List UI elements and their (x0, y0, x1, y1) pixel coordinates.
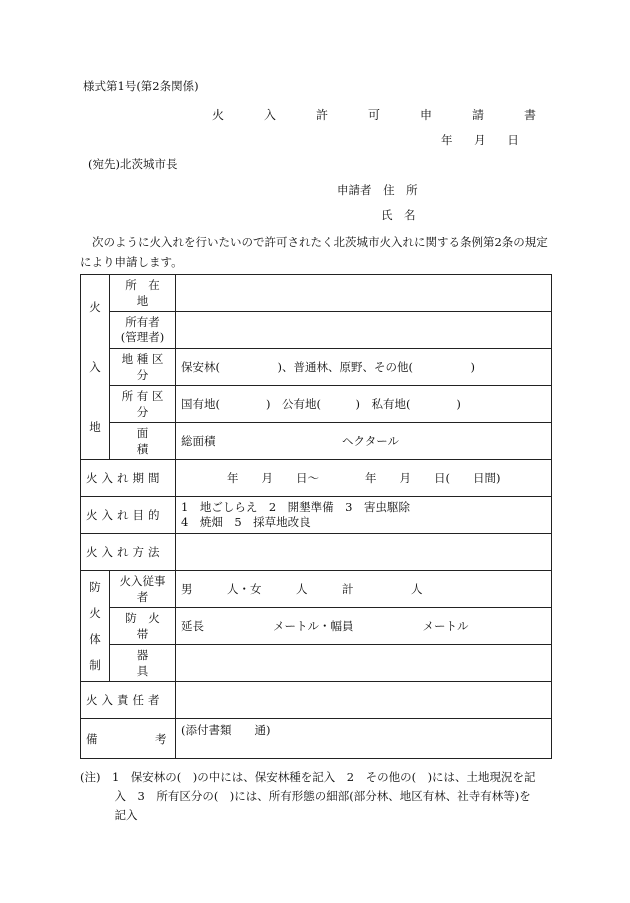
table-row (81, 682, 552, 719)
table-row (81, 571, 552, 608)
document-title: 火 入 許 可 申 請 書 (212, 108, 551, 122)
ownership-label: 所 有 区 分 (110, 386, 176, 423)
owner-value[interactable] (176, 312, 552, 349)
purpose-line: 1 地ごしらえ 2 開墾準備 3 害虫駆除 (181, 500, 410, 514)
table-row (81, 719, 552, 759)
method-label: 火入れ方法 (81, 534, 176, 571)
workers-label: 火入従事者 (110, 571, 176, 608)
table-row (81, 534, 552, 571)
table-row (81, 275, 552, 312)
note-line: (注) 1 保安林の( )の中には、保安林種を記入 2 その他の( )には、土地現況を記 (80, 770, 536, 784)
table-row (81, 460, 552, 497)
land-category-value[interactable]: 保安林( )、普通林、原野、その他( ) (176, 349, 552, 386)
land-group-cell (81, 275, 110, 460)
responsible-label: 火入責任者 (81, 682, 176, 719)
firebreak-label: 防 火 帯 (110, 608, 176, 645)
name-label: 氏 名 (381, 208, 416, 222)
notes (80, 768, 552, 825)
form-number: 様式第1号(第2条関係) (83, 79, 199, 93)
table-row (81, 312, 552, 349)
location-label: 所 在 地 (110, 275, 176, 312)
owner-label-line: (管理者) (120, 330, 165, 344)
applicant-label: 申請者 (337, 183, 372, 197)
application-table (80, 274, 552, 759)
responsible-value[interactable] (176, 682, 552, 719)
note-line: 記入 (80, 808, 138, 822)
date-year: 年 (441, 133, 453, 147)
table-row (81, 608, 552, 645)
period-label: 火入れ期間 (81, 460, 176, 497)
fire-group-char: 体 (89, 632, 101, 646)
ownership-value[interactable]: 国有地( ) 公有地( ) 私有地( ) (176, 386, 552, 423)
owner-label (110, 312, 176, 349)
date-day: 日 (507, 133, 519, 147)
purpose-value[interactable] (176, 497, 552, 534)
fire-group-char: 火 (89, 606, 101, 620)
table-row (81, 423, 552, 460)
workers-value[interactable]: 男 人・女 人 計 人 (176, 571, 552, 608)
tools-value[interactable] (176, 645, 552, 682)
table-row (81, 349, 552, 386)
fire-group-char: 防 (89, 580, 101, 594)
fire-group-char: 制 (89, 658, 101, 672)
remarks-value[interactable]: (添付書類 通) (176, 719, 552, 759)
land-group-char: 火 (89, 300, 101, 314)
purpose-label: 火入れ目的 (81, 497, 176, 534)
note-line: 入 3 所有区分の( )には、所有形態の細部(部分林、地区有林、社寺有林等)を (80, 789, 531, 803)
location-value[interactable] (176, 275, 552, 312)
intro-paragraph: 次のように火入れを行いたいので許可されたく北茨城市火入れに関する条例第2条の規定により申請します。 (80, 235, 548, 269)
addressee: (宛先)北茨城市長 (88, 157, 178, 171)
tools-label: 器 具 (110, 645, 176, 682)
land-category-label: 地 種 区 分 (110, 349, 176, 386)
table-row (81, 386, 552, 423)
remarks-label: 備 考 (81, 719, 176, 759)
firebreak-value[interactable]: 延長 メートル・幅員 メートル (176, 608, 552, 645)
purpose-line: 4 焼畑 5 採草地改良 (181, 515, 311, 529)
date-month: 月 (474, 133, 486, 147)
table-row (81, 645, 552, 682)
address-label: 住 所 (383, 183, 418, 197)
land-group-char: 入 (89, 360, 101, 374)
period-value[interactable]: 年 月 日〜 年 月 日( 日間) (176, 460, 552, 497)
area-value[interactable]: 総面積 ヘクタール (176, 423, 552, 460)
method-value[interactable] (176, 534, 552, 571)
area-label: 面 積 (110, 423, 176, 460)
land-group-char: 地 (89, 420, 101, 434)
applicant-address-line (337, 182, 418, 198)
owner-label-line: 所有者 (125, 315, 160, 329)
fire-group-cell (81, 571, 110, 682)
date-line (441, 132, 537, 148)
table-row (81, 497, 552, 534)
